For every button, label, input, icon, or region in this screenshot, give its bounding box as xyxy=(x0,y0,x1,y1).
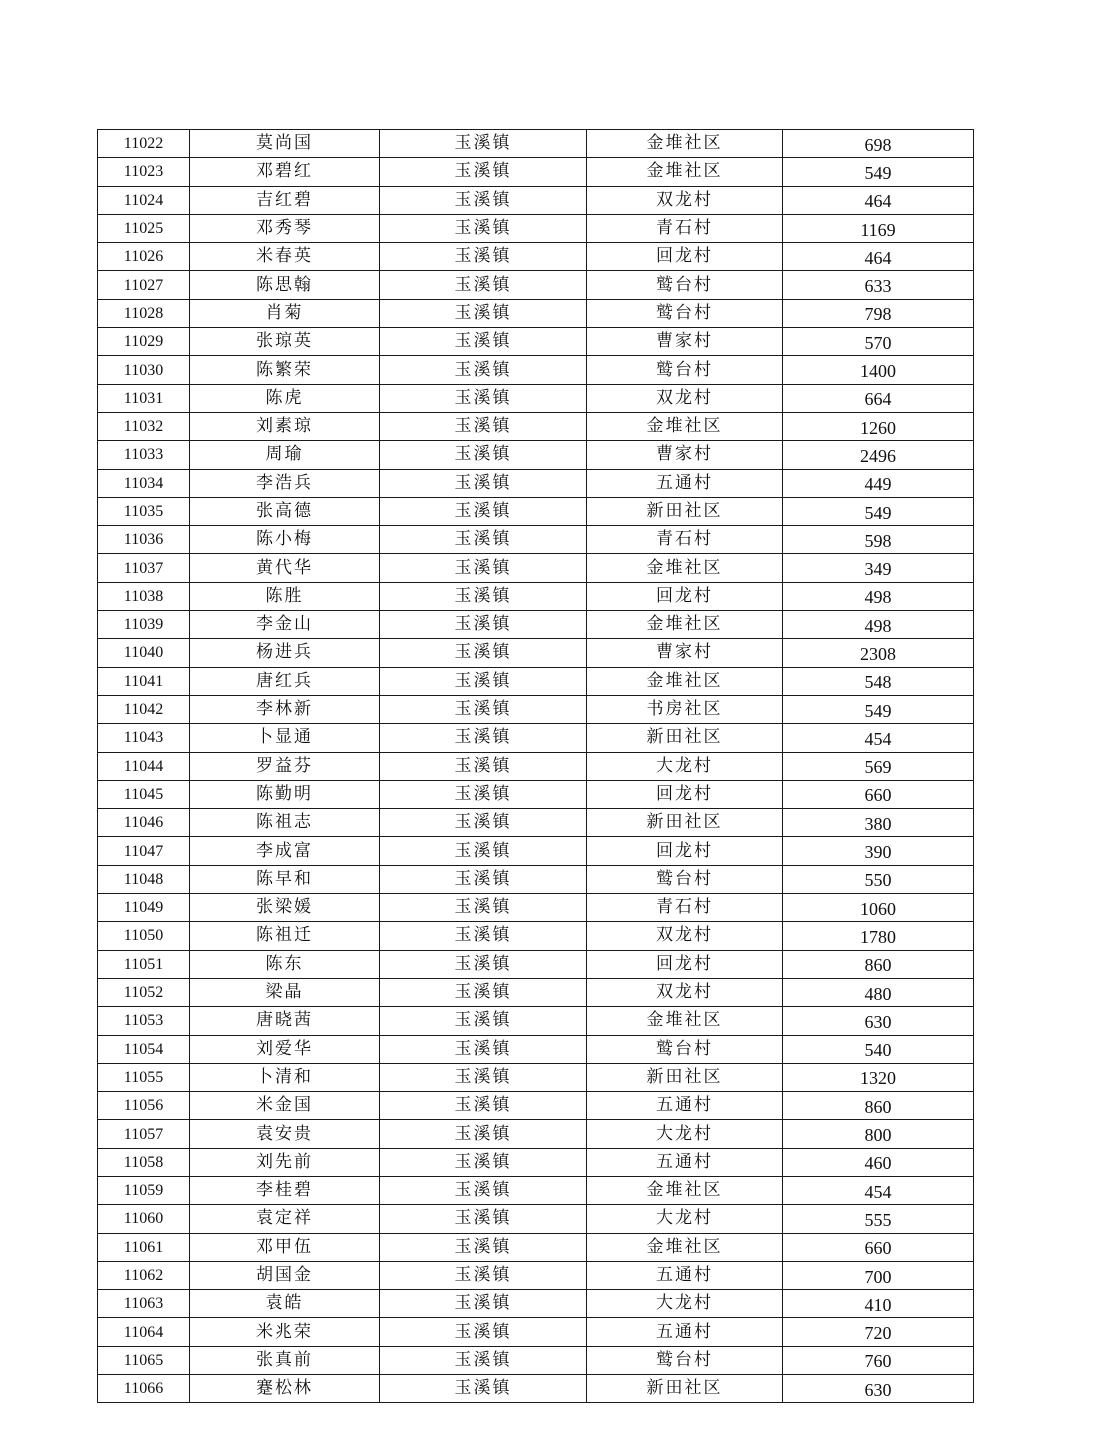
name-cell: 李桂碧 xyxy=(190,1176,380,1204)
name-cell: 陈思翰 xyxy=(190,271,380,299)
name-cell: 张高德 xyxy=(190,497,380,525)
village-cell: 新田社区 xyxy=(587,724,783,752)
village-cell: 新田社区 xyxy=(587,1063,783,1091)
town-cell: 玉溪镇 xyxy=(380,724,587,752)
amount-cell: 390 xyxy=(783,837,974,865)
village-cell: 金堆社区 xyxy=(587,667,783,695)
town-cell: 玉溪镇 xyxy=(380,1007,587,1035)
amount-cell: 349 xyxy=(783,554,974,582)
table-row xyxy=(98,158,974,186)
table-row xyxy=(98,1375,974,1403)
name-cell: 唐红兵 xyxy=(190,667,380,695)
name-cell: 袁皓 xyxy=(190,1290,380,1318)
table-row xyxy=(98,412,974,440)
table-row xyxy=(98,894,974,922)
amount-cell: 1780 xyxy=(783,922,974,950)
amount-cell: 498 xyxy=(783,582,974,610)
village-cell: 回龙村 xyxy=(587,243,783,271)
record-id-cell: 11031 xyxy=(98,384,190,412)
town-cell: 玉溪镇 xyxy=(380,384,587,412)
town-cell: 玉溪镇 xyxy=(380,639,587,667)
name-cell: 米春英 xyxy=(190,243,380,271)
town-cell: 玉溪镇 xyxy=(380,1205,587,1233)
table-row xyxy=(98,497,974,525)
town-cell: 玉溪镇 xyxy=(380,837,587,865)
record-id-cell: 11056 xyxy=(98,1092,190,1120)
table-row xyxy=(98,1233,974,1261)
record-id-cell: 11035 xyxy=(98,497,190,525)
record-id-cell: 11045 xyxy=(98,780,190,808)
amount-cell: 464 xyxy=(783,186,974,214)
record-id-cell: 11026 xyxy=(98,243,190,271)
town-cell: 玉溪镇 xyxy=(380,667,587,695)
name-cell: 肖菊 xyxy=(190,299,380,327)
table-row xyxy=(98,639,974,667)
table-row xyxy=(98,1092,974,1120)
table-row xyxy=(98,328,974,356)
record-id-cell: 11053 xyxy=(98,1007,190,1035)
name-cell: 李浩兵 xyxy=(190,469,380,497)
village-cell: 回龙村 xyxy=(587,837,783,865)
town-cell: 玉溪镇 xyxy=(380,978,587,1006)
amount-cell: 633 xyxy=(783,271,974,299)
record-id-cell: 11032 xyxy=(98,412,190,440)
name-cell: 卜清和 xyxy=(190,1063,380,1091)
town-cell: 玉溪镇 xyxy=(380,186,587,214)
town-cell: 玉溪镇 xyxy=(380,780,587,808)
table-row xyxy=(98,1318,974,1346)
table-row xyxy=(98,865,974,893)
town-cell: 玉溪镇 xyxy=(380,271,587,299)
name-cell: 邓秀琴 xyxy=(190,214,380,242)
town-cell: 玉溪镇 xyxy=(380,752,587,780)
amount-cell: 549 xyxy=(783,695,974,723)
village-cell: 鹫台村 xyxy=(587,865,783,893)
village-cell: 曹家村 xyxy=(587,441,783,469)
record-id-cell: 11065 xyxy=(98,1346,190,1374)
amount-cell: 498 xyxy=(783,611,974,639)
table-row xyxy=(98,130,974,158)
town-cell: 玉溪镇 xyxy=(380,1176,587,1204)
name-cell: 米兆荣 xyxy=(190,1318,380,1346)
name-cell: 张梁媛 xyxy=(190,894,380,922)
village-cell: 五通村 xyxy=(587,1318,783,1346)
amount-cell: 410 xyxy=(783,1290,974,1318)
table-row xyxy=(98,1120,974,1148)
amount-cell: 480 xyxy=(783,978,974,1006)
town-cell: 玉溪镇 xyxy=(380,299,587,327)
amount-cell: 598 xyxy=(783,526,974,554)
name-cell: 周瑜 xyxy=(190,441,380,469)
name-cell: 张琼英 xyxy=(190,328,380,356)
table-row xyxy=(98,384,974,412)
record-id-cell: 11060 xyxy=(98,1205,190,1233)
town-cell: 玉溪镇 xyxy=(380,1261,587,1289)
village-cell: 鹫台村 xyxy=(587,271,783,299)
village-cell: 大龙村 xyxy=(587,1120,783,1148)
town-cell: 玉溪镇 xyxy=(380,412,587,440)
town-cell: 玉溪镇 xyxy=(380,526,587,554)
town-cell: 玉溪镇 xyxy=(380,865,587,893)
record-id-cell: 11033 xyxy=(98,441,190,469)
record-id-cell: 11046 xyxy=(98,809,190,837)
record-id-cell: 11057 xyxy=(98,1120,190,1148)
village-cell: 鹫台村 xyxy=(587,356,783,384)
village-cell: 新田社区 xyxy=(587,809,783,837)
amount-cell: 464 xyxy=(783,243,974,271)
name-cell: 刘爱华 xyxy=(190,1035,380,1063)
record-id-cell: 11066 xyxy=(98,1375,190,1403)
name-cell: 陈东 xyxy=(190,950,380,978)
village-cell: 双龙村 xyxy=(587,978,783,1006)
table-row xyxy=(98,1346,974,1374)
record-id-cell: 11027 xyxy=(98,271,190,299)
amount-cell: 1400 xyxy=(783,356,974,384)
table-row xyxy=(98,1261,974,1289)
village-cell: 五通村 xyxy=(587,1148,783,1176)
record-id-cell: 11051 xyxy=(98,950,190,978)
name-cell: 张真前 xyxy=(190,1346,380,1374)
town-cell: 玉溪镇 xyxy=(380,1233,587,1261)
name-cell: 唐晓茜 xyxy=(190,1007,380,1035)
village-cell: 双龙村 xyxy=(587,922,783,950)
amount-cell: 720 xyxy=(783,1318,974,1346)
village-cell: 书房社区 xyxy=(587,695,783,723)
name-cell: 杨进兵 xyxy=(190,639,380,667)
table-row xyxy=(98,441,974,469)
name-cell: 黄代华 xyxy=(190,554,380,582)
village-cell: 青石村 xyxy=(587,894,783,922)
amount-cell: 660 xyxy=(783,780,974,808)
amount-cell: 660 xyxy=(783,1233,974,1261)
amount-cell: 1260 xyxy=(783,412,974,440)
name-cell: 陈虎 xyxy=(190,384,380,412)
amount-cell: 449 xyxy=(783,469,974,497)
village-cell: 五通村 xyxy=(587,1092,783,1120)
table-row xyxy=(98,469,974,497)
amount-cell: 454 xyxy=(783,724,974,752)
amount-cell: 570 xyxy=(783,328,974,356)
town-cell: 玉溪镇 xyxy=(380,950,587,978)
table-row xyxy=(98,526,974,554)
amount-cell: 630 xyxy=(783,1375,974,1403)
table-row xyxy=(98,724,974,752)
name-cell: 邓甲伍 xyxy=(190,1233,380,1261)
name-cell: 陈祖迁 xyxy=(190,922,380,950)
town-cell: 玉溪镇 xyxy=(380,922,587,950)
name-cell: 李金山 xyxy=(190,611,380,639)
town-cell: 玉溪镇 xyxy=(380,695,587,723)
table-row xyxy=(98,950,974,978)
village-cell: 金堆社区 xyxy=(587,611,783,639)
table-row xyxy=(98,752,974,780)
record-id-cell: 11042 xyxy=(98,695,190,723)
village-cell: 大龙村 xyxy=(587,1290,783,1318)
table-row xyxy=(98,1007,974,1035)
village-cell: 鹫台村 xyxy=(587,1346,783,1374)
record-id-cell: 11041 xyxy=(98,667,190,695)
table-row xyxy=(98,695,974,723)
table-row xyxy=(98,667,974,695)
amount-cell: 760 xyxy=(783,1346,974,1374)
table-row xyxy=(98,1205,974,1233)
name-cell: 胡国金 xyxy=(190,1261,380,1289)
record-id-cell: 11054 xyxy=(98,1035,190,1063)
record-id-cell: 11036 xyxy=(98,526,190,554)
table-row xyxy=(98,1290,974,1318)
record-id-cell: 11050 xyxy=(98,922,190,950)
record-id-cell: 11029 xyxy=(98,328,190,356)
amount-cell: 798 xyxy=(783,299,974,327)
village-cell: 五通村 xyxy=(587,469,783,497)
table-row xyxy=(98,243,974,271)
village-cell: 双龙村 xyxy=(587,384,783,412)
name-cell: 陈祖志 xyxy=(190,809,380,837)
amount-cell: 454 xyxy=(783,1176,974,1204)
town-cell: 玉溪镇 xyxy=(380,214,587,242)
name-cell: 陈小梅 xyxy=(190,526,380,554)
name-cell: 罗益芬 xyxy=(190,752,380,780)
name-cell: 蹇松林 xyxy=(190,1375,380,1403)
name-cell: 陈勤明 xyxy=(190,780,380,808)
village-cell: 回龙村 xyxy=(587,582,783,610)
record-id-cell: 11030 xyxy=(98,356,190,384)
town-cell: 玉溪镇 xyxy=(380,1063,587,1091)
name-cell: 卜显通 xyxy=(190,724,380,752)
record-id-cell: 11049 xyxy=(98,894,190,922)
amount-cell: 698 xyxy=(783,130,974,158)
record-id-cell: 11040 xyxy=(98,639,190,667)
record-id-cell: 11039 xyxy=(98,611,190,639)
village-cell: 金堆社区 xyxy=(587,412,783,440)
amount-cell: 549 xyxy=(783,497,974,525)
town-cell: 玉溪镇 xyxy=(380,243,587,271)
record-id-cell: 11058 xyxy=(98,1148,190,1176)
amount-cell: 2308 xyxy=(783,639,974,667)
village-cell: 青石村 xyxy=(587,526,783,554)
town-cell: 玉溪镇 xyxy=(380,582,587,610)
town-cell: 玉溪镇 xyxy=(380,1035,587,1063)
records-table-body xyxy=(98,130,974,1403)
amount-cell: 860 xyxy=(783,1092,974,1120)
village-cell: 大龙村 xyxy=(587,752,783,780)
town-cell: 玉溪镇 xyxy=(380,130,587,158)
town-cell: 玉溪镇 xyxy=(380,497,587,525)
amount-cell: 2496 xyxy=(783,441,974,469)
village-cell: 回龙村 xyxy=(587,950,783,978)
table-row xyxy=(98,611,974,639)
village-cell: 金堆社区 xyxy=(587,1007,783,1035)
amount-cell: 630 xyxy=(783,1007,974,1035)
records-table xyxy=(97,129,974,1403)
record-id-cell: 11052 xyxy=(98,978,190,1006)
town-cell: 玉溪镇 xyxy=(380,356,587,384)
table-row xyxy=(98,271,974,299)
town-cell: 玉溪镇 xyxy=(380,1290,587,1318)
amount-cell: 380 xyxy=(783,809,974,837)
town-cell: 玉溪镇 xyxy=(380,611,587,639)
record-id-cell: 11028 xyxy=(98,299,190,327)
table-row xyxy=(98,809,974,837)
record-id-cell: 11064 xyxy=(98,1318,190,1346)
name-cell: 梁晶 xyxy=(190,978,380,1006)
name-cell: 李成富 xyxy=(190,837,380,865)
table-row xyxy=(98,299,974,327)
record-id-cell: 11023 xyxy=(98,158,190,186)
village-cell: 青石村 xyxy=(587,214,783,242)
record-id-cell: 11024 xyxy=(98,186,190,214)
amount-cell: 664 xyxy=(783,384,974,412)
name-cell: 米金国 xyxy=(190,1092,380,1120)
amount-cell: 540 xyxy=(783,1035,974,1063)
table-row xyxy=(98,1035,974,1063)
table-row xyxy=(98,1176,974,1204)
record-id-cell: 11044 xyxy=(98,752,190,780)
table-row xyxy=(98,922,974,950)
name-cell: 袁定祥 xyxy=(190,1205,380,1233)
town-cell: 玉溪镇 xyxy=(380,1375,587,1403)
town-cell: 玉溪镇 xyxy=(380,1346,587,1374)
amount-cell: 1060 xyxy=(783,894,974,922)
village-cell: 曹家村 xyxy=(587,639,783,667)
village-cell: 金堆社区 xyxy=(587,554,783,582)
record-id-cell: 11059 xyxy=(98,1176,190,1204)
name-cell: 陈繁荣 xyxy=(190,356,380,384)
record-id-cell: 11047 xyxy=(98,837,190,865)
record-id-cell: 11043 xyxy=(98,724,190,752)
table-row xyxy=(98,837,974,865)
amount-cell: 549 xyxy=(783,158,974,186)
amount-cell: 1169 xyxy=(783,214,974,242)
amount-cell: 548 xyxy=(783,667,974,695)
record-id-cell: 11022 xyxy=(98,130,190,158)
amount-cell: 555 xyxy=(783,1205,974,1233)
town-cell: 玉溪镇 xyxy=(380,1148,587,1176)
amount-cell: 550 xyxy=(783,865,974,893)
amount-cell: 700 xyxy=(783,1261,974,1289)
village-cell: 金堆社区 xyxy=(587,1233,783,1261)
table-row xyxy=(98,554,974,582)
village-cell: 五通村 xyxy=(587,1261,783,1289)
record-id-cell: 11025 xyxy=(98,214,190,242)
table-row xyxy=(98,582,974,610)
village-cell: 金堆社区 xyxy=(587,1176,783,1204)
village-cell: 金堆社区 xyxy=(587,158,783,186)
table-row xyxy=(98,214,974,242)
name-cell: 李林新 xyxy=(190,695,380,723)
table-row xyxy=(98,186,974,214)
village-cell: 双龙村 xyxy=(587,186,783,214)
village-cell: 大龙村 xyxy=(587,1205,783,1233)
table-row xyxy=(98,978,974,1006)
town-cell: 玉溪镇 xyxy=(380,328,587,356)
name-cell: 刘先前 xyxy=(190,1148,380,1176)
village-cell: 鹫台村 xyxy=(587,1035,783,1063)
amount-cell: 860 xyxy=(783,950,974,978)
table-row xyxy=(98,356,974,384)
name-cell: 刘素琼 xyxy=(190,412,380,440)
record-id-cell: 11038 xyxy=(98,582,190,610)
town-cell: 玉溪镇 xyxy=(380,158,587,186)
name-cell: 莫尚国 xyxy=(190,130,380,158)
record-id-cell: 11062 xyxy=(98,1261,190,1289)
name-cell: 陈早和 xyxy=(190,865,380,893)
town-cell: 玉溪镇 xyxy=(380,1318,587,1346)
village-cell: 曹家村 xyxy=(587,328,783,356)
town-cell: 玉溪镇 xyxy=(380,441,587,469)
name-cell: 陈胜 xyxy=(190,582,380,610)
amount-cell: 800 xyxy=(783,1120,974,1148)
town-cell: 玉溪镇 xyxy=(380,554,587,582)
record-id-cell: 11048 xyxy=(98,865,190,893)
town-cell: 玉溪镇 xyxy=(380,1120,587,1148)
amount-cell: 460 xyxy=(783,1148,974,1176)
village-cell: 新田社区 xyxy=(587,1375,783,1403)
town-cell: 玉溪镇 xyxy=(380,1092,587,1120)
name-cell: 吉红碧 xyxy=(190,186,380,214)
name-cell: 邓碧红 xyxy=(190,158,380,186)
amount-cell: 569 xyxy=(783,752,974,780)
amount-cell: 1320 xyxy=(783,1063,974,1091)
town-cell: 玉溪镇 xyxy=(380,894,587,922)
record-id-cell: 11055 xyxy=(98,1063,190,1091)
table-row xyxy=(98,780,974,808)
village-cell: 鹫台村 xyxy=(587,299,783,327)
village-cell: 新田社区 xyxy=(587,497,783,525)
record-id-cell: 11037 xyxy=(98,554,190,582)
table-row xyxy=(98,1063,974,1091)
town-cell: 玉溪镇 xyxy=(380,809,587,837)
name-cell: 袁安贵 xyxy=(190,1120,380,1148)
record-id-cell: 11034 xyxy=(98,469,190,497)
village-cell: 金堆社区 xyxy=(587,130,783,158)
village-cell: 回龙村 xyxy=(587,780,783,808)
record-id-cell: 11063 xyxy=(98,1290,190,1318)
table-row xyxy=(98,1148,974,1176)
town-cell: 玉溪镇 xyxy=(380,469,587,497)
record-id-cell: 11061 xyxy=(98,1233,190,1261)
